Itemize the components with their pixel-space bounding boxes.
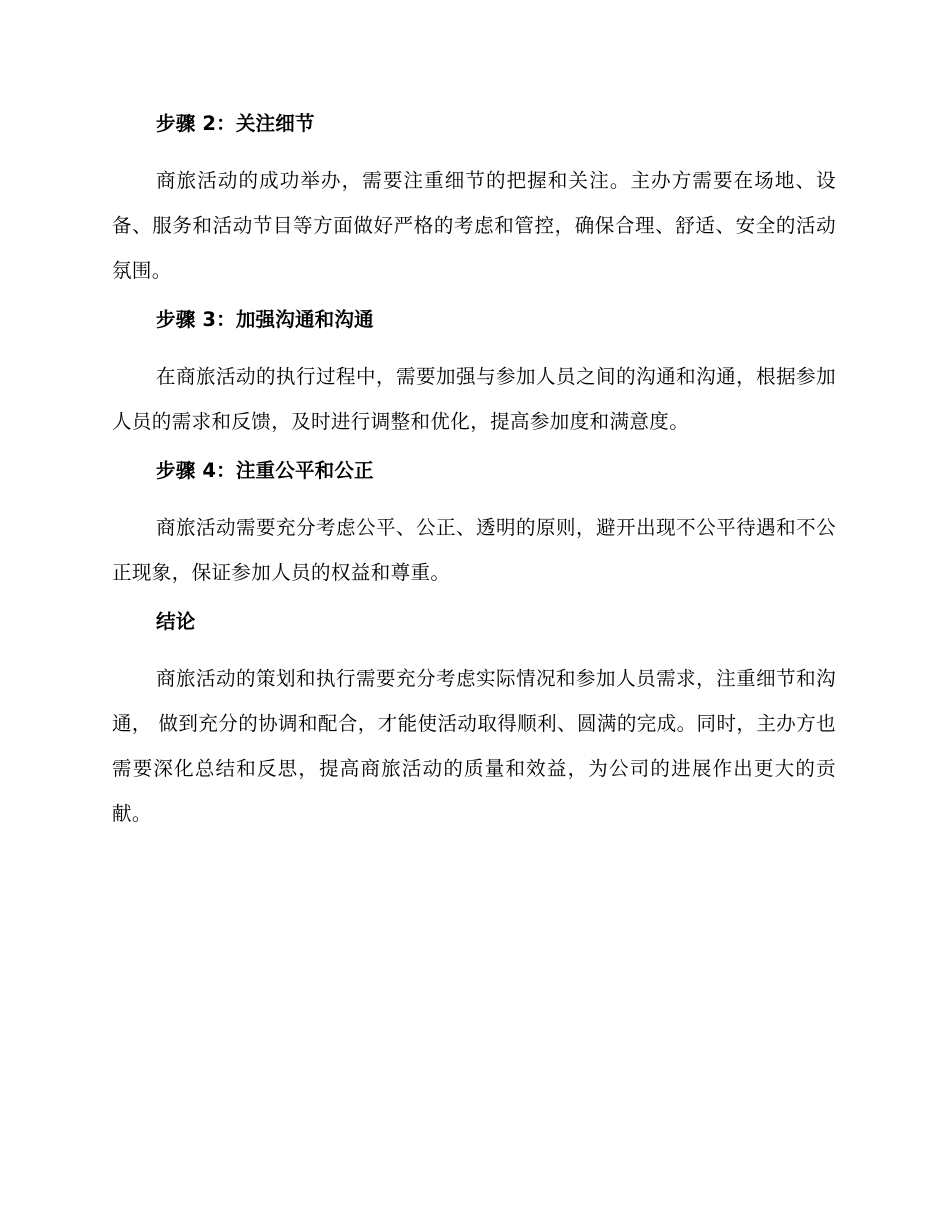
section-paragraph: 商旅活动的策划和执行需要充分考虑实际情况和参加人员需求，注重细节和沟通， 做到充分的协调和配合，才能使活动取得顺利、圆满的完成。同时，主办方也需要深化总结和反思，提高商旅活动的质量和效益，为公司的进展作出更大的贡献。 (112, 667, 836, 825)
section-paragraph: 在商旅活动的执行过程中，需要加强与参加人员之间的沟通和沟通，根据参加人员的需求和反馈，及时进行调整和优化，提高参加度和满意度。 (112, 365, 836, 433)
section-conclusion (112, 608, 836, 836)
section-heading: 步骤 3：加强沟通和沟通 (156, 308, 374, 331)
section-heading: 步骤 4：注重公平和公正 (156, 459, 374, 482)
section-heading: 结论 (156, 610, 196, 633)
section-step-4 (112, 457, 836, 595)
section-step-3 (112, 306, 836, 444)
section-paragraph: 商旅活动需要充分考虑公平、公正、透明的原则，避开出现不公平待遇和不公正现象，保证参加人员的权益和尊重。 (112, 516, 836, 584)
document-page (112, 110, 836, 849)
section-heading: 步骤 2：关注细节 (156, 112, 315, 135)
section-paragraph: 商旅活动的成功举办，需要注重细节的把握和关注。主办方需要在场地、设备、服务和活动节目等方面做好严格的考虑和管控，确保合理、舒适、安全的活动氛围。 (112, 169, 836, 282)
section-step-2 (112, 110, 836, 293)
